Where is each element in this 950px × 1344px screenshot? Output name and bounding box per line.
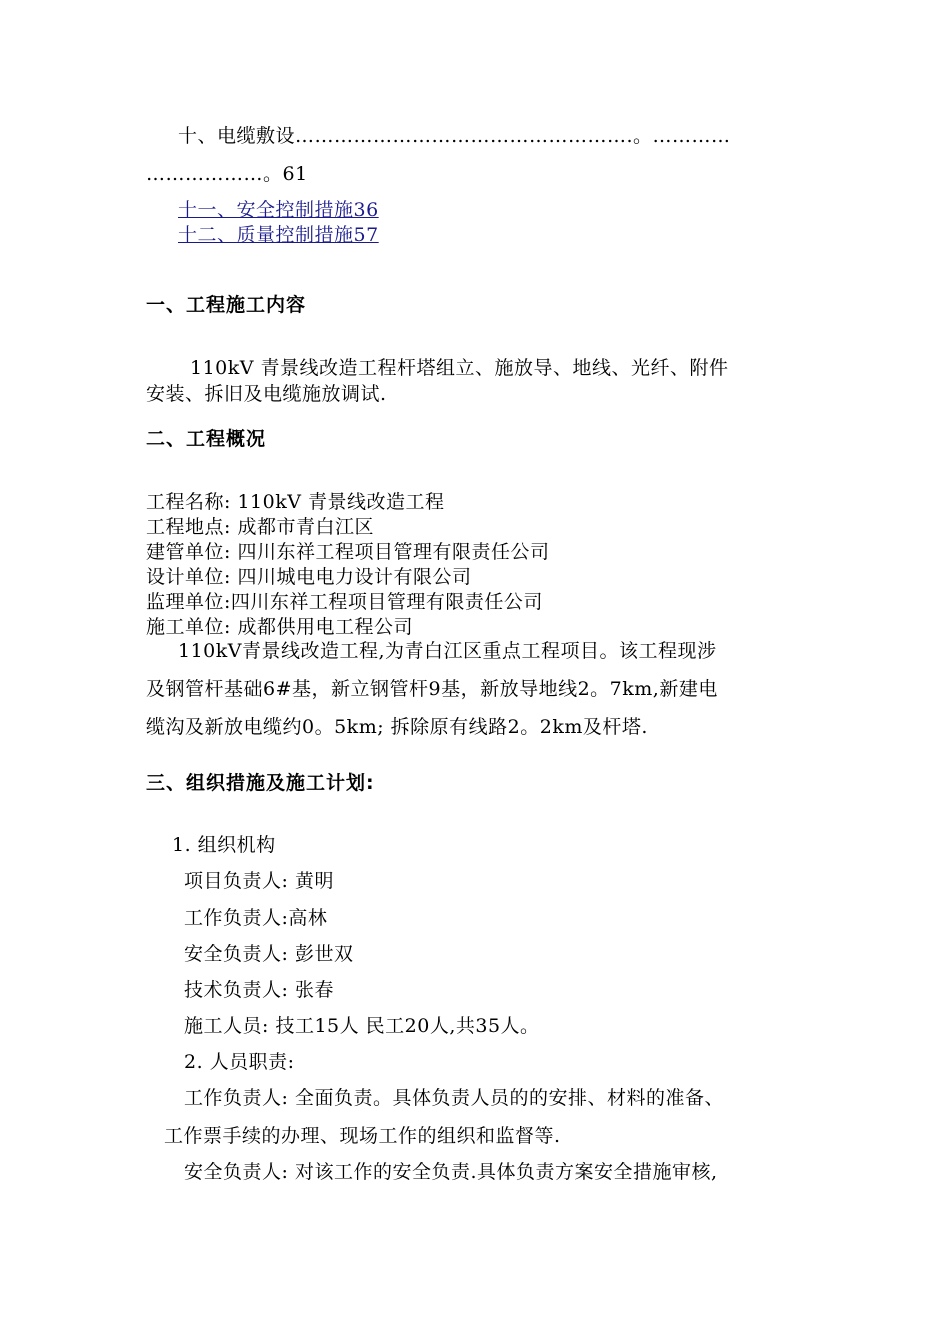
paragraph: 安全负责人: 对该工作的安全负责.具体负责方案安全措施审核, [184, 1161, 718, 1183]
paragraph: 安装、拆旧及电缆施放调试. [146, 383, 387, 405]
section-heading-organization: 三、组织措施及施工计划: [146, 772, 375, 794]
paragraph: 工作负责人: 全面负责。具体负责人员的的安排、材料的准备、 [184, 1087, 724, 1109]
role-workers: 施工人员: 技工15人 民工20人,共35人。 [184, 1015, 540, 1037]
section-heading-overview: 二、工程概况 [146, 428, 267, 450]
role-project-lead: 项目负责人: 黄明 [184, 870, 334, 892]
detail-owner: 建管单位: 四川东祥工程项目管理有限责任公司 [146, 541, 550, 563]
role-tech-lead: 技术负责人: 张春 [184, 979, 334, 1001]
section-heading-content: 一、工程施工内容 [146, 294, 307, 316]
detail-project-name: 工程名称: 110kV 青景线改造工程 [146, 491, 445, 513]
paragraph: 缆沟及新放电缆约0。5km; 拆除原有线路2。2km及杆塔. [146, 716, 648, 738]
role-safety-lead: 安全负责人: 彭世双 [184, 943, 354, 965]
subheading-org: 1. 组织机构 [172, 834, 276, 856]
detail-supervisor: 监理单位:四川东祥工程项目管理有限责任公司 [146, 591, 543, 613]
detail-contractor: 施工单位: 成都供用电工程公司 [146, 616, 413, 638]
paragraph: 110kV 青景线改造工程杆塔组立、施放导、地线、光纤、附件 [190, 357, 729, 379]
toc-item-10: 十、电缆敷设…………………………………………….。………… [178, 125, 731, 147]
toc-link-quality[interactable]: 十二、质量控制措施57 [178, 224, 379, 246]
detail-designer: 设计单位: 四川城电电力设计有限公司 [146, 566, 472, 588]
subheading-duties: 2. 人员职责: [184, 1051, 295, 1073]
paragraph: 110kV青景线改造工程,为青白江区重点工程项目。该工程现涉 [178, 640, 717, 662]
toc-link-safety[interactable]: 十一、安全控制措施36 [178, 199, 379, 221]
paragraph: 工作票手续的办理、现场工作的组织和监督等. [164, 1125, 561, 1147]
role-work-lead: 工作负责人:高林 [184, 907, 328, 929]
detail-location: 工程地点: 成都市青白江区 [146, 516, 374, 538]
paragraph: 及钢管杆基础6#基，新立钢管杆9基，新放导地线2。7km,新建电 [146, 678, 718, 700]
toc-item-10-cont: ………………。61 [146, 163, 308, 185]
